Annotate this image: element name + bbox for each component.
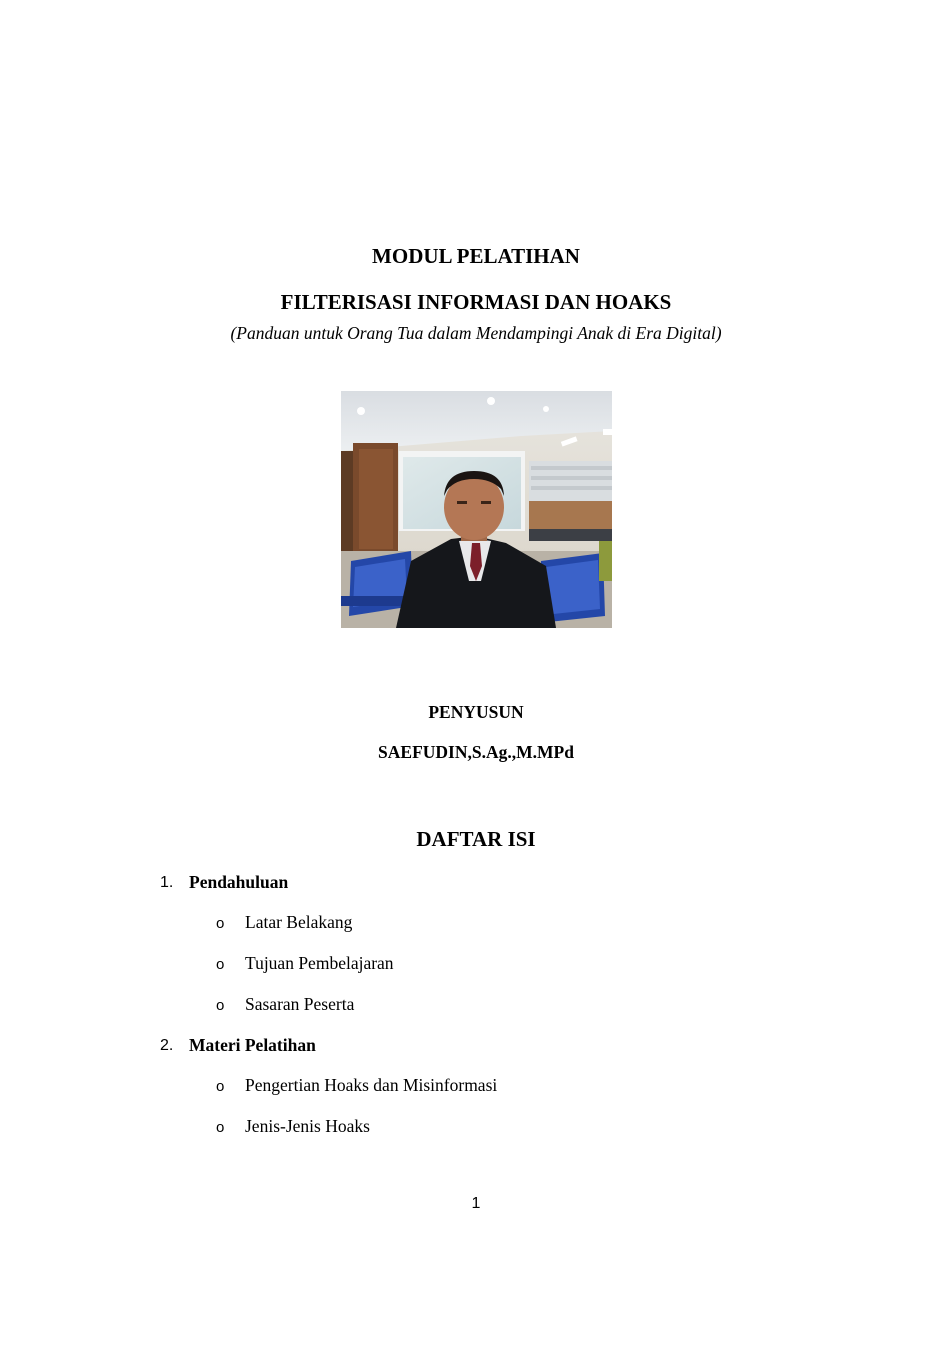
toc-section-number: 1. [160,874,174,891]
module-subtitle: (Panduan untuk Orang Tua dalam Mendampingi Anak di Era Digital) [230,323,722,343]
module-title: MODUL PELATIHAN [372,244,580,268]
toc-bullet: o [216,1119,225,1136]
toc-item: Latar Belakang [245,912,353,932]
author-name: SAEFUDIN,S.Ag.,M.MPd [378,742,574,762]
toc-section-title: Pendahuluan [189,872,289,892]
author-photo [341,391,612,628]
toc-item: Sasaran Peserta [245,994,355,1014]
page-number: 1 [471,1195,481,1212]
toc-bullet: o [216,1078,225,1095]
toc-item: Tujuan Pembelajaran [245,953,394,973]
toc-section-number: 2. [160,1037,174,1054]
module-topic-title: FILTERISASI INFORMASI DAN HOAKS [280,290,672,314]
toc-item: Jenis-Jenis Hoaks [245,1116,370,1136]
toc-bullet: o [216,997,225,1014]
author-photo-illustration [341,391,612,628]
toc-bullet: o [216,956,225,973]
author-label: PENYUSUN [428,702,524,722]
toc-bullet: o [216,915,225,932]
toc-item: Pengertian Hoaks dan Misinformasi [245,1075,498,1095]
toc-section-title: Materi Pelatihan [189,1035,316,1055]
toc-title: DAFTAR ISI [416,827,536,851]
